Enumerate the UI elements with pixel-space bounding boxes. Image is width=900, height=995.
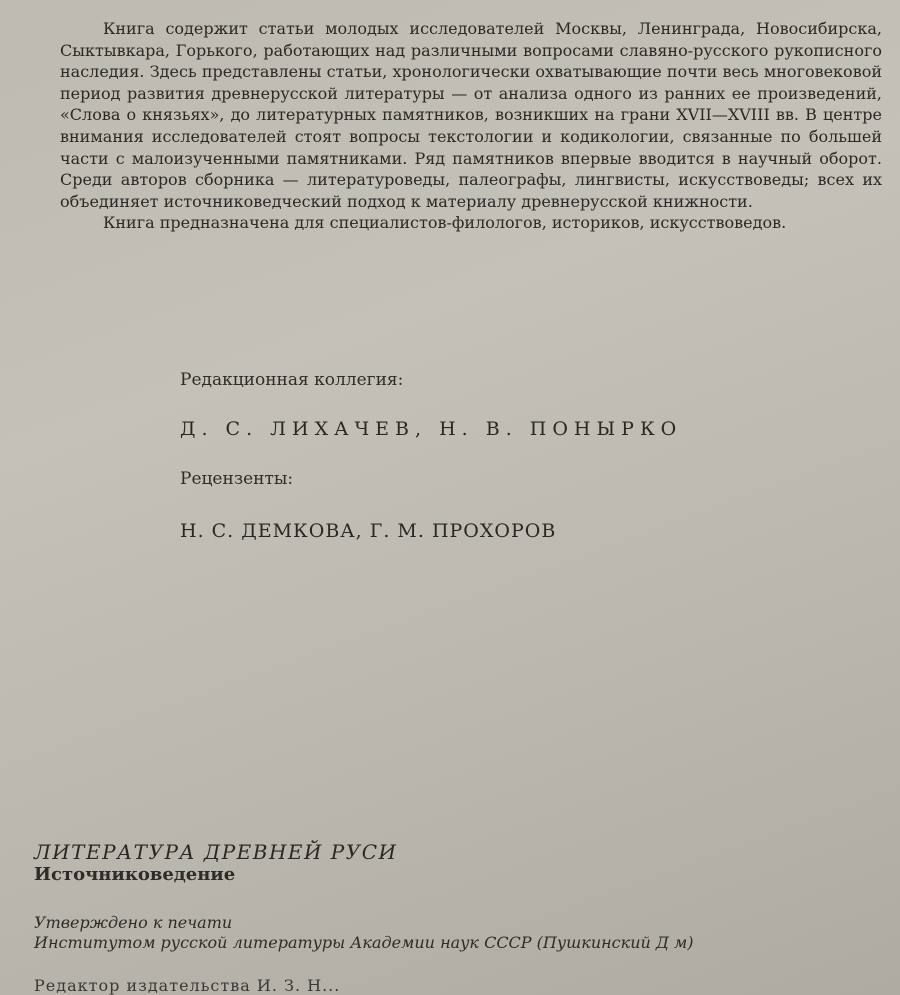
book-title-block	[34, 840, 397, 886]
editorial-board-label: Редакционная коллегия:	[180, 370, 404, 390]
reviewers-label: Рецензенты:	[180, 469, 294, 489]
approval-note	[34, 913, 694, 953]
book-subtitle: Источниковедение	[34, 864, 236, 885]
abstract	[60, 18, 882, 234]
approval-line-2: Институтом русской литературы Академии наук СССР (Пушкинский Д м)	[34, 933, 694, 952]
abstract-paragraph-1: Книга содержит статьи молодых исследователей Москвы, Ленинграда, Новосибирска, Сыктывкара, Горького, работающих над различными вопросами славяно-русского рукописного наследия. Здесь представлены статьи, хронологически охватывающие почти весь многовековой период развития древнерусской литературы — от анализа одного из ранних ее произведений, «Слова о князьях», до литературных памятников, возникших на грани XVII—XVIII вв. В центре внимания исследователей стоят вопросы текстологии и кодикологии, связанные по большей части с малоизученными памятниками. Ряд памятников впервые вводится в научный оборот. Среди авторов сборника — литературоведы, палеографы, лингвисты, искусствоведы; всех их объединяет источниковедческий подход к материалу древнерусской книжности.	[60, 19, 882, 211]
editor-line: Редактор издательства И. З. Н...	[34, 976, 341, 995]
editorial-board-names: Д. С. ЛИХАЧЕВ, Н. В. ПОНЫРКО	[180, 418, 683, 440]
approval-line-1: Утверждено к печати	[34, 913, 233, 932]
book-title: ЛИТЕРАТУРА ДРЕВНЕЙ РУСИ	[34, 840, 398, 864]
abstract-paragraph-2: Книга предназначена для специалистов-филологов, историков, искусствоведов.	[103, 213, 787, 233]
reviewers-names: Н. С. ДЕМКОВА, Г. М. ПРОХОРОВ	[180, 520, 557, 542]
